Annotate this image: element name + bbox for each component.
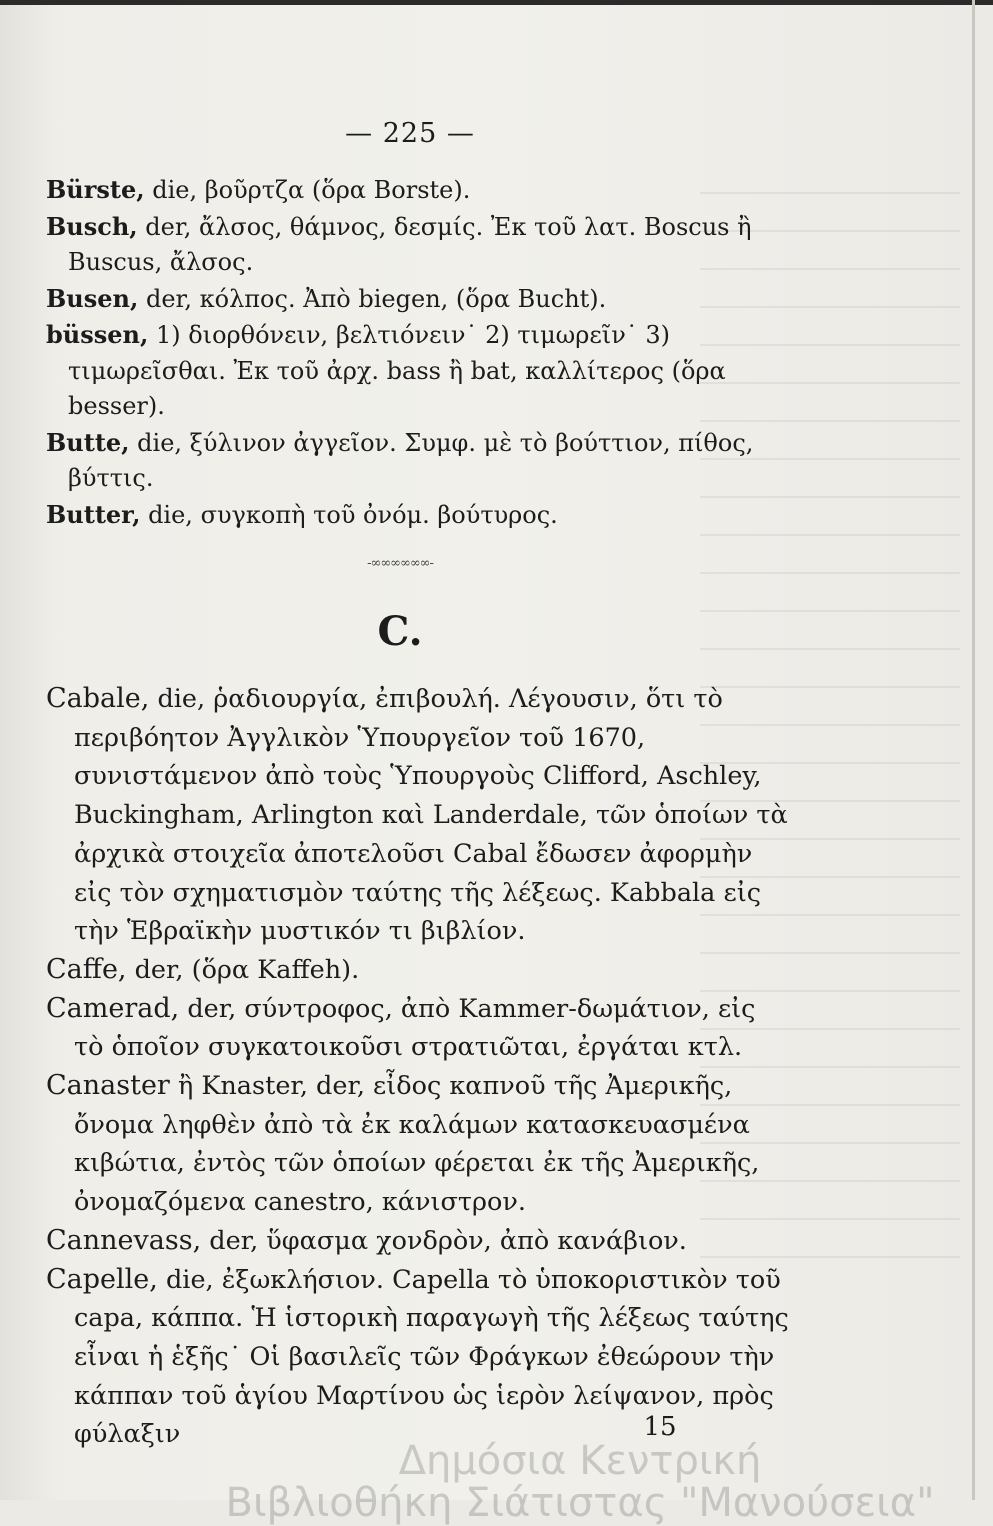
entry-headword: Cannevass, — [46, 1224, 202, 1256]
dictionary-entry — [46, 497, 786, 534]
entry-definition: die, ῥαδιουργία, ἐπιβουλή. Λέγουσιν, ὅτι τὸ περιβόητον Ἀγγλικὸν Ὑπουργεῖον τοῦ 1670, συνιστάμενον ἀπὸ τοὺς Ὑπουργοὺς Clifford, Aschley, Buckingham, Arlington καὶ Landerdale, τῶν ὁποίων τὰ ἀρχικὰ στοιχεῖα ἀποτελοῦσι Cabal ἔδωσεν ἀφορμὴν εἰς τὸν σχηματισμὸν ταύτης τῆς λέξεως. Kabbala εἰς τὴν Ἑβραϊκὴν μυστικόν τι βιβλίον. — [74, 684, 788, 947]
entry-headword: Bürste, — [46, 175, 145, 204]
entry-headword: Butter, — [46, 499, 141, 529]
entry-headword: Canaster — [46, 1070, 170, 1102]
dictionary-entry — [46, 317, 786, 425]
dictionary-entry — [46, 281, 786, 318]
watermark-line: Δημόσια Κεντρική — [398, 1438, 762, 1484]
dictionary-entries-b — [46, 172, 786, 533]
dictionary-entry — [46, 209, 786, 281]
scan-edge — [0, 0, 993, 5]
entry-headword: Capelle, — [46, 1263, 158, 1295]
section-letter: C. — [377, 608, 423, 655]
dictionary-entry — [46, 951, 791, 990]
entry-headword: büssen, — [46, 320, 149, 349]
page-number: — 225 — — [345, 118, 475, 149]
library-watermark — [200, 1440, 960, 1524]
dictionary-entry — [46, 680, 791, 951]
entry-headword: Cabale, — [46, 683, 150, 714]
entry-headword: Busen, — [46, 283, 139, 313]
entry-definition: 1) διορθόνειν, βελτιόνειν˙ 2) τιμωρεῖν˙ 3) τιμωρεῖσθαι. Ἐκ τοῦ ἀρχ. bass ἢ bat, καλλίτερος (ὅρα besser). — [68, 321, 726, 420]
entry-headword: Camerad, — [46, 992, 180, 1024]
dictionary-entry — [46, 1067, 791, 1222]
entry-definition: der, ἄλσος, θάμνος, δεσμίς. Ἐκ τοῦ λατ. Boscus ἢ Buscus, ἄλσος. — [68, 212, 752, 276]
entry-headword: Butte, — [46, 427, 130, 457]
entry-headword: Caffe, — [46, 953, 127, 985]
entry-definition: die, βοῦρτζα (ὅρα Borste). — [144, 176, 471, 204]
entry-definition: der, (ὅρα Kaffeh). — [126, 954, 360, 985]
dictionary-entry — [46, 1222, 791, 1261]
watermark-line: Βιβλιοθήκη Σιάτιστας "Μανούσεια" — [225, 1480, 935, 1526]
entry-definition: die, συγκοπὴ τοῦ ὀνόμ. βούτυρος. — [140, 500, 558, 529]
signature-mark: 15 — [643, 1412, 677, 1442]
entry-headword: Busch, — [46, 211, 138, 241]
entry-definition: die, ἐξωκλήσιον. Capella τὸ ὑποκοριστικὸν τοῦ capa, κάππα. Ἡ ἱστορικὴ παραγωγὴ τῆς λέξεως ταύτης εἶναι ἡ ἑξῆς˙ Οἱ βασιλεῖς τῶν Φράγκων ἐθεώρουν τὴν κάππαν τοῦ ἁγίου Μαρτίνου ὡς ἱερὸν λείψανον, πρὸς φύλαξιν — [74, 1264, 789, 1450]
dictionary-entries-c — [46, 680, 791, 1454]
dictionary-entry — [46, 172, 786, 209]
dictionary-entry — [46, 425, 786, 497]
page-edge-shadow — [972, 0, 975, 1500]
entry-definition: der, κόλπος. Ἀπὸ biegen, (ὅρα Bucht). — [138, 284, 607, 313]
dictionary-entry — [46, 990, 791, 1067]
entry-definition: ἢ Knaster, der, εἶδος καπνοῦ τῆς Ἀμερικῆς, ὄνομα ληφθὲν ἀπὸ τὰ ἐκ καλάμων κατασκευασμένα κιβώτια, ἐντὸς τῶν ὁποίων φέρεται ἐκ τῆς Ἀμερικῆς, ὀνομαζόμενα canestro, κάνιστρον. — [74, 1071, 760, 1218]
section-ornament: -∞∞∞∞∞∞- — [367, 556, 433, 571]
entry-definition: der, ὕφασμα χονδρὸν, ἀπὸ κανάβιον. — [201, 1225, 687, 1256]
entry-definition: die, ξύλινον ἀγγεῖον. Συμφ. μὲ τὸ βούττιον, πίθος, βύττις. — [68, 428, 754, 492]
entry-definition: der, σύντροφος, ἀπὸ Kammer-δωμάτιον, εἰς τὸ ὁποῖον συγκατοικοῦσι στρατιῶται, ἐργάται κτλ. — [74, 993, 756, 1063]
